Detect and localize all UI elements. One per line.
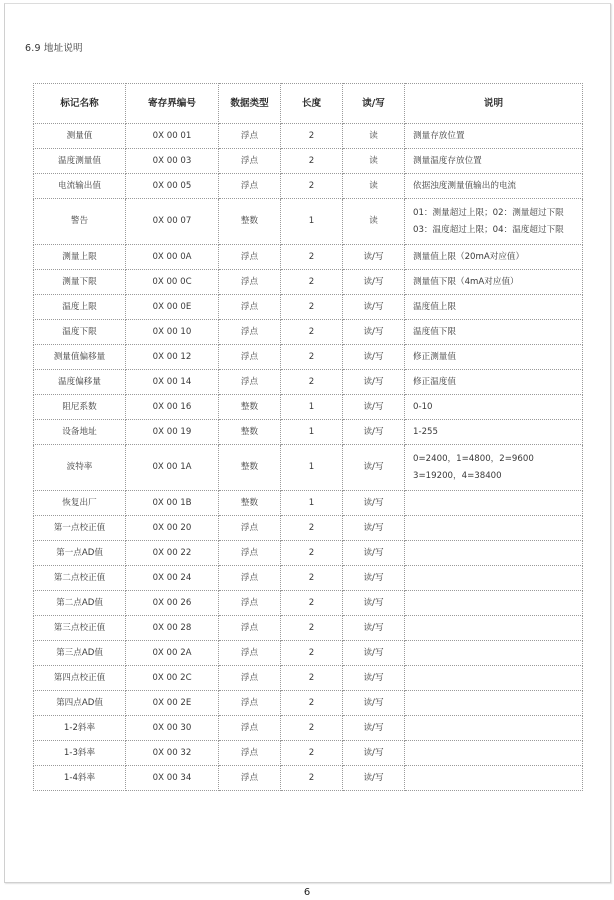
cell-access: 读/写 xyxy=(343,516,405,541)
cell-length: 2 xyxy=(281,270,343,295)
description-line: 修正测量值 xyxy=(413,351,456,362)
cell-register: 0X 00 2A xyxy=(126,641,219,666)
cell-description xyxy=(405,370,583,395)
table-row xyxy=(34,591,583,616)
cell-access: 读/写 xyxy=(343,420,405,445)
cell-name: 第一点AD值 xyxy=(34,541,126,566)
cell-description xyxy=(405,491,583,516)
cell-description xyxy=(405,741,583,766)
cell-description xyxy=(405,445,583,491)
table-row xyxy=(34,199,583,245)
cell-access: 读 xyxy=(343,149,405,174)
cell-length: 2 xyxy=(281,641,343,666)
table-row xyxy=(34,124,583,149)
cell-data-type: 浮点 xyxy=(219,245,281,270)
cell-description xyxy=(405,345,583,370)
cell-description xyxy=(405,245,583,270)
cell-data-type: 浮点 xyxy=(219,370,281,395)
cell-register: 0X 00 34 xyxy=(126,766,219,791)
cell-name: 第四点AD值 xyxy=(34,691,126,716)
cell-data-type: 浮点 xyxy=(219,641,281,666)
cell-data-type: 浮点 xyxy=(219,541,281,566)
description-line: 测量存放位置 xyxy=(413,130,465,141)
cell-description xyxy=(405,641,583,666)
description-line: 修正温度值 xyxy=(413,376,456,387)
table-row xyxy=(34,666,583,691)
cell-data-type: 浮点 xyxy=(219,616,281,641)
page-number: 6 xyxy=(303,887,311,898)
cell-name: 测量上限 xyxy=(34,245,126,270)
cell-register: 0X 00 01 xyxy=(126,124,219,149)
cell-register: 0X 00 20 xyxy=(126,516,219,541)
cell-name: 第二点AD值 xyxy=(34,591,126,616)
description-line: 温度值上限 xyxy=(413,301,456,312)
cell-data-type: 浮点 xyxy=(219,716,281,741)
description-line: 测量温度存放位置 xyxy=(413,155,482,166)
cell-data-type: 整数 xyxy=(219,491,281,516)
cell-description xyxy=(405,395,583,420)
table-row xyxy=(34,566,583,591)
table-row xyxy=(34,320,583,345)
header-length: 长度 xyxy=(281,84,343,124)
description-line: 03：温度超过上限；04：温度超过下限 xyxy=(413,224,564,235)
table-row xyxy=(34,641,583,666)
cell-access: 读/写 xyxy=(343,445,405,491)
cell-register: 0X 00 2C xyxy=(126,666,219,691)
cell-data-type: 整数 xyxy=(219,395,281,420)
register-address-table xyxy=(33,83,583,791)
cell-access: 读/写 xyxy=(343,591,405,616)
cell-access: 读/写 xyxy=(343,320,405,345)
cell-data-type: 浮点 xyxy=(219,174,281,199)
table-row xyxy=(34,516,583,541)
cell-register: 0X 00 0C xyxy=(126,270,219,295)
cell-length: 2 xyxy=(281,741,343,766)
cell-access: 读/写 xyxy=(343,641,405,666)
table-row xyxy=(34,149,583,174)
cell-access: 读 xyxy=(343,124,405,149)
cell-length: 2 xyxy=(281,295,343,320)
table-row xyxy=(34,370,583,395)
cell-access: 读 xyxy=(343,174,405,199)
cell-data-type: 浮点 xyxy=(219,270,281,295)
cell-data-type: 浮点 xyxy=(219,149,281,174)
cell-access: 读/写 xyxy=(343,541,405,566)
cell-length: 2 xyxy=(281,345,343,370)
table-row xyxy=(34,395,583,420)
description-line: 3=19200，4=38400 xyxy=(413,470,502,481)
cell-access: 读/写 xyxy=(343,691,405,716)
cell-length: 2 xyxy=(281,174,343,199)
cell-data-type: 浮点 xyxy=(219,320,281,345)
cell-register: 0X 00 26 xyxy=(126,591,219,616)
cell-name: 设备地址 xyxy=(34,420,126,445)
cell-description xyxy=(405,766,583,791)
cell-register: 0X 00 28 xyxy=(126,616,219,641)
cell-register: 0X 00 1B xyxy=(126,491,219,516)
cell-name: 警告 xyxy=(34,199,126,245)
cell-data-type: 浮点 xyxy=(219,666,281,691)
cell-name: 1-4斜率 xyxy=(34,766,126,791)
table-row xyxy=(34,491,583,516)
cell-description xyxy=(405,666,583,691)
cell-description xyxy=(405,320,583,345)
cell-length: 2 xyxy=(281,566,343,591)
cell-data-type: 浮点 xyxy=(219,124,281,149)
cell-register: 0X 00 16 xyxy=(126,395,219,420)
description-line: 测量值上限（20mA对应值） xyxy=(413,251,525,262)
cell-length: 2 xyxy=(281,124,343,149)
cell-name: 恢复出厂 xyxy=(34,491,126,516)
table-row xyxy=(34,445,583,491)
cell-name: 1-3斜率 xyxy=(34,741,126,766)
cell-length: 2 xyxy=(281,516,343,541)
table-row xyxy=(34,174,583,199)
table-row xyxy=(34,345,583,370)
cell-register: 0X 00 14 xyxy=(126,370,219,395)
table-row xyxy=(34,295,583,320)
cell-description xyxy=(405,295,583,320)
header-description: 说明 xyxy=(405,84,583,124)
cell-name: 温度上限 xyxy=(34,295,126,320)
cell-length: 2 xyxy=(281,320,343,345)
cell-description xyxy=(405,270,583,295)
cell-description xyxy=(405,591,583,616)
cell-length: 2 xyxy=(281,666,343,691)
cell-data-type: 整数 xyxy=(219,420,281,445)
cell-length: 1 xyxy=(281,199,343,245)
cell-description xyxy=(405,199,583,245)
table-row xyxy=(34,616,583,641)
cell-description xyxy=(405,566,583,591)
cell-length: 2 xyxy=(281,766,343,791)
header-data-type: 数据类型 xyxy=(219,84,281,124)
cell-length: 2 xyxy=(281,591,343,616)
cell-name: 温度测量值 xyxy=(34,149,126,174)
cell-register: 0X 00 30 xyxy=(126,716,219,741)
table-row xyxy=(34,766,583,791)
cell-data-type: 浮点 xyxy=(219,566,281,591)
table-row xyxy=(34,245,583,270)
cell-name: 测量值偏移量 xyxy=(34,345,126,370)
cell-name: 第三点AD值 xyxy=(34,641,126,666)
cell-access: 读/写 xyxy=(343,491,405,516)
cell-access: 读 xyxy=(343,199,405,245)
cell-length: 1 xyxy=(281,445,343,491)
cell-length: 2 xyxy=(281,149,343,174)
table-row xyxy=(34,741,583,766)
cell-name: 温度下限 xyxy=(34,320,126,345)
cell-register: 0X 00 10 xyxy=(126,320,219,345)
table-row xyxy=(34,716,583,741)
cell-description xyxy=(405,541,583,566)
cell-access: 读/写 xyxy=(343,666,405,691)
table-row xyxy=(34,270,583,295)
description-line: 0-10 xyxy=(413,401,433,412)
cell-access: 读/写 xyxy=(343,245,405,270)
description-line: 温度值下限 xyxy=(413,326,456,337)
table-row xyxy=(34,541,583,566)
cell-name: 1-2斜率 xyxy=(34,716,126,741)
cell-length: 1 xyxy=(281,395,343,420)
cell-register: 0X 00 07 xyxy=(126,199,219,245)
cell-description xyxy=(405,616,583,641)
cell-register: 0X 00 12 xyxy=(126,345,219,370)
cell-data-type: 浮点 xyxy=(219,591,281,616)
cell-data-type: 浮点 xyxy=(219,295,281,320)
cell-data-type: 浮点 xyxy=(219,516,281,541)
cell-data-type: 浮点 xyxy=(219,691,281,716)
cell-access: 读/写 xyxy=(343,616,405,641)
cell-description xyxy=(405,516,583,541)
cell-name: 波特率 xyxy=(34,445,126,491)
cell-register: 0X 00 2E xyxy=(126,691,219,716)
cell-name: 第四点校正值 xyxy=(34,666,126,691)
cell-name: 测量值 xyxy=(34,124,126,149)
cell-length: 2 xyxy=(281,541,343,566)
cell-register: 0X 00 0A xyxy=(126,245,219,270)
cell-length: 1 xyxy=(281,420,343,445)
cell-register: 0X 00 1A xyxy=(126,445,219,491)
description-line: 依据浊度测量值输出的电流 xyxy=(413,180,517,191)
description-line: 0=2400，1=4800，2=9600 xyxy=(413,453,534,464)
cell-access: 读/写 xyxy=(343,370,405,395)
cell-access: 读/写 xyxy=(343,741,405,766)
section-title: 6.9 地址说明 xyxy=(25,43,83,54)
cell-access: 读/写 xyxy=(343,566,405,591)
cell-length: 1 xyxy=(281,491,343,516)
table-row xyxy=(34,691,583,716)
cell-data-type: 整数 xyxy=(219,445,281,491)
cell-name: 第一点校正值 xyxy=(34,516,126,541)
description-line: 01：测量超过上限；02：测量超过下限 xyxy=(413,207,564,218)
cell-name: 温度偏移量 xyxy=(34,370,126,395)
cell-access: 读/写 xyxy=(343,345,405,370)
cell-register: 0X 00 0E xyxy=(126,295,219,320)
cell-length: 2 xyxy=(281,245,343,270)
description-line: 测量值下限（4mA对应值） xyxy=(413,276,519,287)
cell-description xyxy=(405,174,583,199)
table-row xyxy=(34,420,583,445)
cell-length: 2 xyxy=(281,370,343,395)
cell-description xyxy=(405,420,583,445)
cell-register: 0X 00 24 xyxy=(126,566,219,591)
cell-access: 读/写 xyxy=(343,295,405,320)
cell-access: 读/写 xyxy=(343,395,405,420)
header-name: 标记名称 xyxy=(34,84,126,124)
cell-access: 读/写 xyxy=(343,716,405,741)
cell-register: 0X 00 32 xyxy=(126,741,219,766)
cell-data-type: 浮点 xyxy=(219,741,281,766)
header-access: 读/写 xyxy=(343,84,405,124)
cell-access: 读/写 xyxy=(343,270,405,295)
cell-data-type: 整数 xyxy=(219,199,281,245)
cell-register: 0X 00 03 xyxy=(126,149,219,174)
cell-data-type: 浮点 xyxy=(219,766,281,791)
cell-name: 电流输出值 xyxy=(34,174,126,199)
cell-length: 2 xyxy=(281,716,343,741)
cell-name: 第二点校正值 xyxy=(34,566,126,591)
cell-description xyxy=(405,716,583,741)
cell-description xyxy=(405,691,583,716)
cell-register: 0X 00 05 xyxy=(126,174,219,199)
cell-name: 第三点校正值 xyxy=(34,616,126,641)
cell-length: 2 xyxy=(281,691,343,716)
description-line: 1-255 xyxy=(413,426,438,437)
cell-name: 阻尼系数 xyxy=(34,395,126,420)
table-body xyxy=(34,124,583,791)
cell-description xyxy=(405,124,583,149)
cell-length: 2 xyxy=(281,616,343,641)
cell-name: 测量下限 xyxy=(34,270,126,295)
cell-register: 0X 00 19 xyxy=(126,420,219,445)
cell-data-type: 浮点 xyxy=(219,345,281,370)
cell-register: 0X 00 22 xyxy=(126,541,219,566)
header-register: 寄存界编号 xyxy=(126,84,219,124)
cell-access: 读/写 xyxy=(343,766,405,791)
cell-description xyxy=(405,149,583,174)
table-header-row xyxy=(34,84,583,124)
